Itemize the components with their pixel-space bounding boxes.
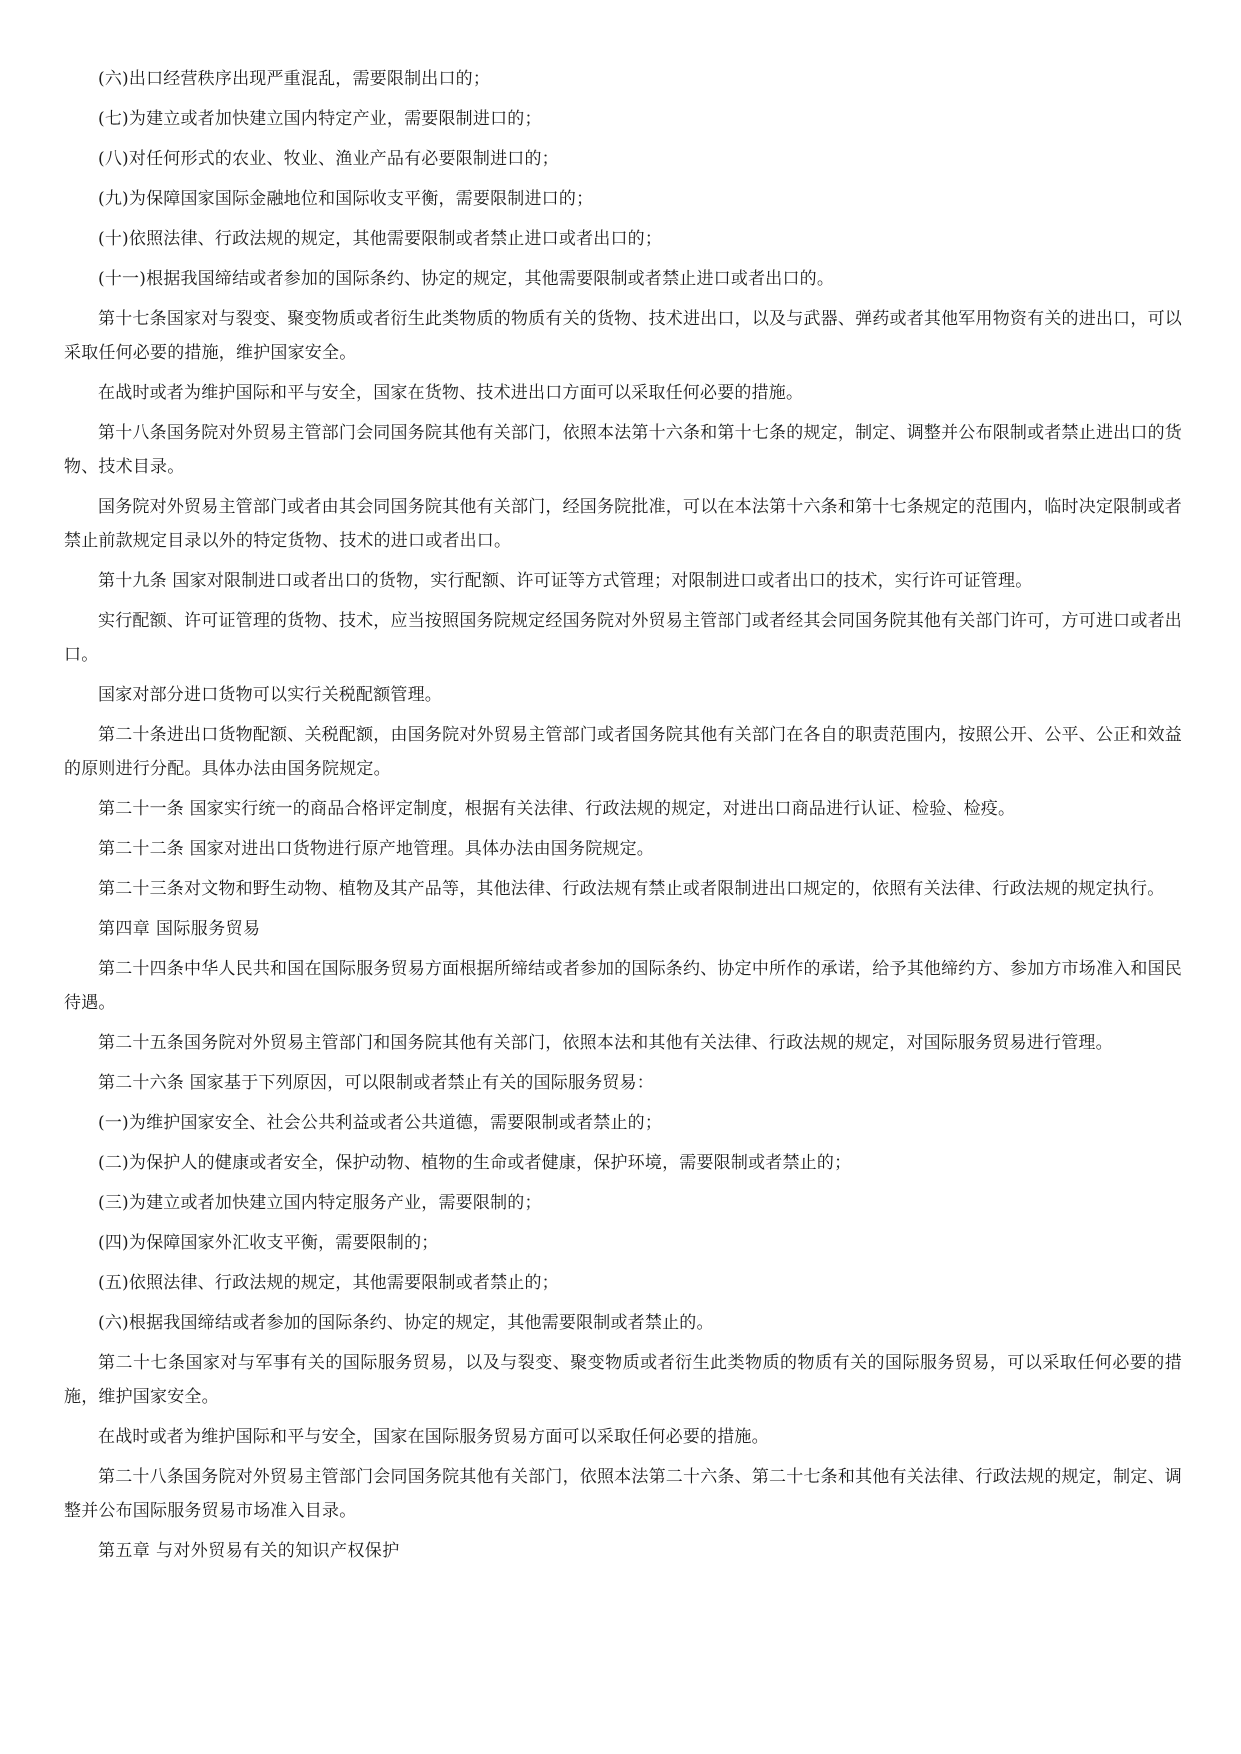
paragraph: (三)为建立或者加快建立国内特定服务产业，需要限制的；	[98, 1193, 542, 1213]
paragraph: (六)根据我国缔结或者参加的国际条约、协定的规定，其他需要限制或者禁止的。	[98, 1313, 714, 1333]
chapter-5-heading: 第五章 与对外贸易有关的知识产权保护	[98, 1541, 400, 1561]
article-27: 第二十七条国家对与军事有关的国际服务贸易，以及与裂变、聚变物质或者衍生此类物质的物质有关的国际服务贸易，可以采取任何必要的措施，维护国家安全。	[64, 1353, 1182, 1407]
paragraph: (二)为保护人的健康或者安全，保护动物、植物的生命或者健康，保护环境，需要限制或者禁止的；	[98, 1153, 852, 1173]
paragraph: (八)对任何形式的农业、牧业、渔业产品有必要限制进口的；	[98, 149, 559, 169]
article-25: 第二十五条国务院对外贸易主管部门和国务院其他有关部门，依照本法和其他有关法律、行政法规的规定，对国际服务贸易进行管理。	[98, 1033, 1113, 1053]
article-17: 第十七条国家对与裂变、聚变物质或者衍生此类物质的物质有关的货物、技术进出口，以及与武器、弹药或者其他军用物资有关的进出口，可以采取任何必要的措施，维护国家安全。	[64, 309, 1182, 363]
article-28: 第二十八条国务院对外贸易主管部门会同国务院其他有关部门，依照本法第二十六条、第二十七条和其他有关法律、行政法规的规定，制定、调整并公布国际服务贸易市场准入目录。	[64, 1467, 1182, 1521]
paragraph: 实行配额、许可证管理的货物、技术，应当按照国务院规定经国务院对外贸易主管部门或者经其会同国务院其他有关部门许可，方可进口或者出口。	[64, 611, 1182, 665]
article-21: 第二十一条 国家实行统一的商品合格评定制度，根据有关法律、行政法规的规定，对进出口商品进行认证、检验、检疫。	[98, 799, 1016, 819]
article-19: 第十九条 国家对限制进口或者出口的货物，实行配额、许可证等方式管理；对限制进口或者出口的技术，实行许可证管理。	[98, 571, 1033, 591]
article-22: 第二十二条 国家对进出口货物进行原产地管理。具体办法由国务院规定。	[98, 839, 655, 859]
paragraph: (四)为保障国家外汇收支平衡，需要限制的；	[98, 1233, 439, 1253]
paragraph: (十)依照法律、行政法规的规定，其他需要限制或者禁止进口或者出口的；	[98, 229, 663, 249]
article-20: 第二十条进出口货物配额、关税配额，由国务院对外贸易主管部门或者国务院其他有关部门在各自的职责范围内，按照公开、公平、公正和效益的原则进行分配。具体办法由国务院规定。	[64, 725, 1182, 779]
paragraph: (七)为建立或者加快建立国内特定产业，需要限制进口的；	[98, 109, 542, 129]
article-26: 第二十六条 国家基于下列原因，可以限制或者禁止有关的国际服务贸易：	[98, 1073, 655, 1093]
paragraph: 在战时或者为维护国际和平与安全，国家在国际服务贸易方面可以采取任何必要的措施。	[98, 1427, 769, 1447]
paragraph: (一)为维护国家安全、社会公共利益或者公共道德，需要限制或者禁止的；	[98, 1113, 663, 1133]
paragraph: (九)为保障国家国际金融地位和国际收支平衡，需要限制进口的；	[98, 189, 594, 209]
article-18: 第十八条国务院对外贸易主管部门会同国务院其他有关部门，依照本法第十六条和第十七条的规定，制定、调整并公布限制或者禁止进出口的货物、技术目录。	[64, 423, 1182, 477]
paragraph: 国务院对外贸易主管部门或者由其会同国务院其他有关部门，经国务院批准，可以在本法第十六条和第十七条规定的范围内，临时决定限制或者禁止前款规定目录以外的特定货物、技术的进口或者出口。	[64, 497, 1182, 551]
paragraph: (六)出口经营秩序出现严重混乱，需要限制出口的；	[98, 69, 491, 89]
paragraph: 国家对部分进口货物可以实行关税配额管理。	[98, 685, 442, 705]
article-23: 第二十三条对文物和野生动物、植物及其产品等，其他法律、行政法规有禁止或者限制进出口规定的，依照有关法律、行政法规的规定执行。	[98, 879, 1165, 899]
article-24: 第二十四条中华人民共和国在国际服务贸易方面根据所缔结或者参加的国际条约、协定中所作的承诺，给予其他缔约方、参加方市场准入和国民待遇。	[64, 959, 1182, 1013]
document-page	[64, 62, 1182, 1574]
chapter-4-heading: 第四章 国际服务贸易	[98, 919, 261, 939]
paragraph: (十一)根据我国缔结或者参加的国际条约、协定的规定，其他需要限制或者禁止进口或者出口的。	[98, 269, 835, 289]
paragraph: (五)依照法律、行政法规的规定，其他需要限制或者禁止的；	[98, 1273, 559, 1293]
paragraph: 在战时或者为维护国际和平与安全，国家在货物、技术进出口方面可以采取任何必要的措施。	[98, 383, 804, 403]
